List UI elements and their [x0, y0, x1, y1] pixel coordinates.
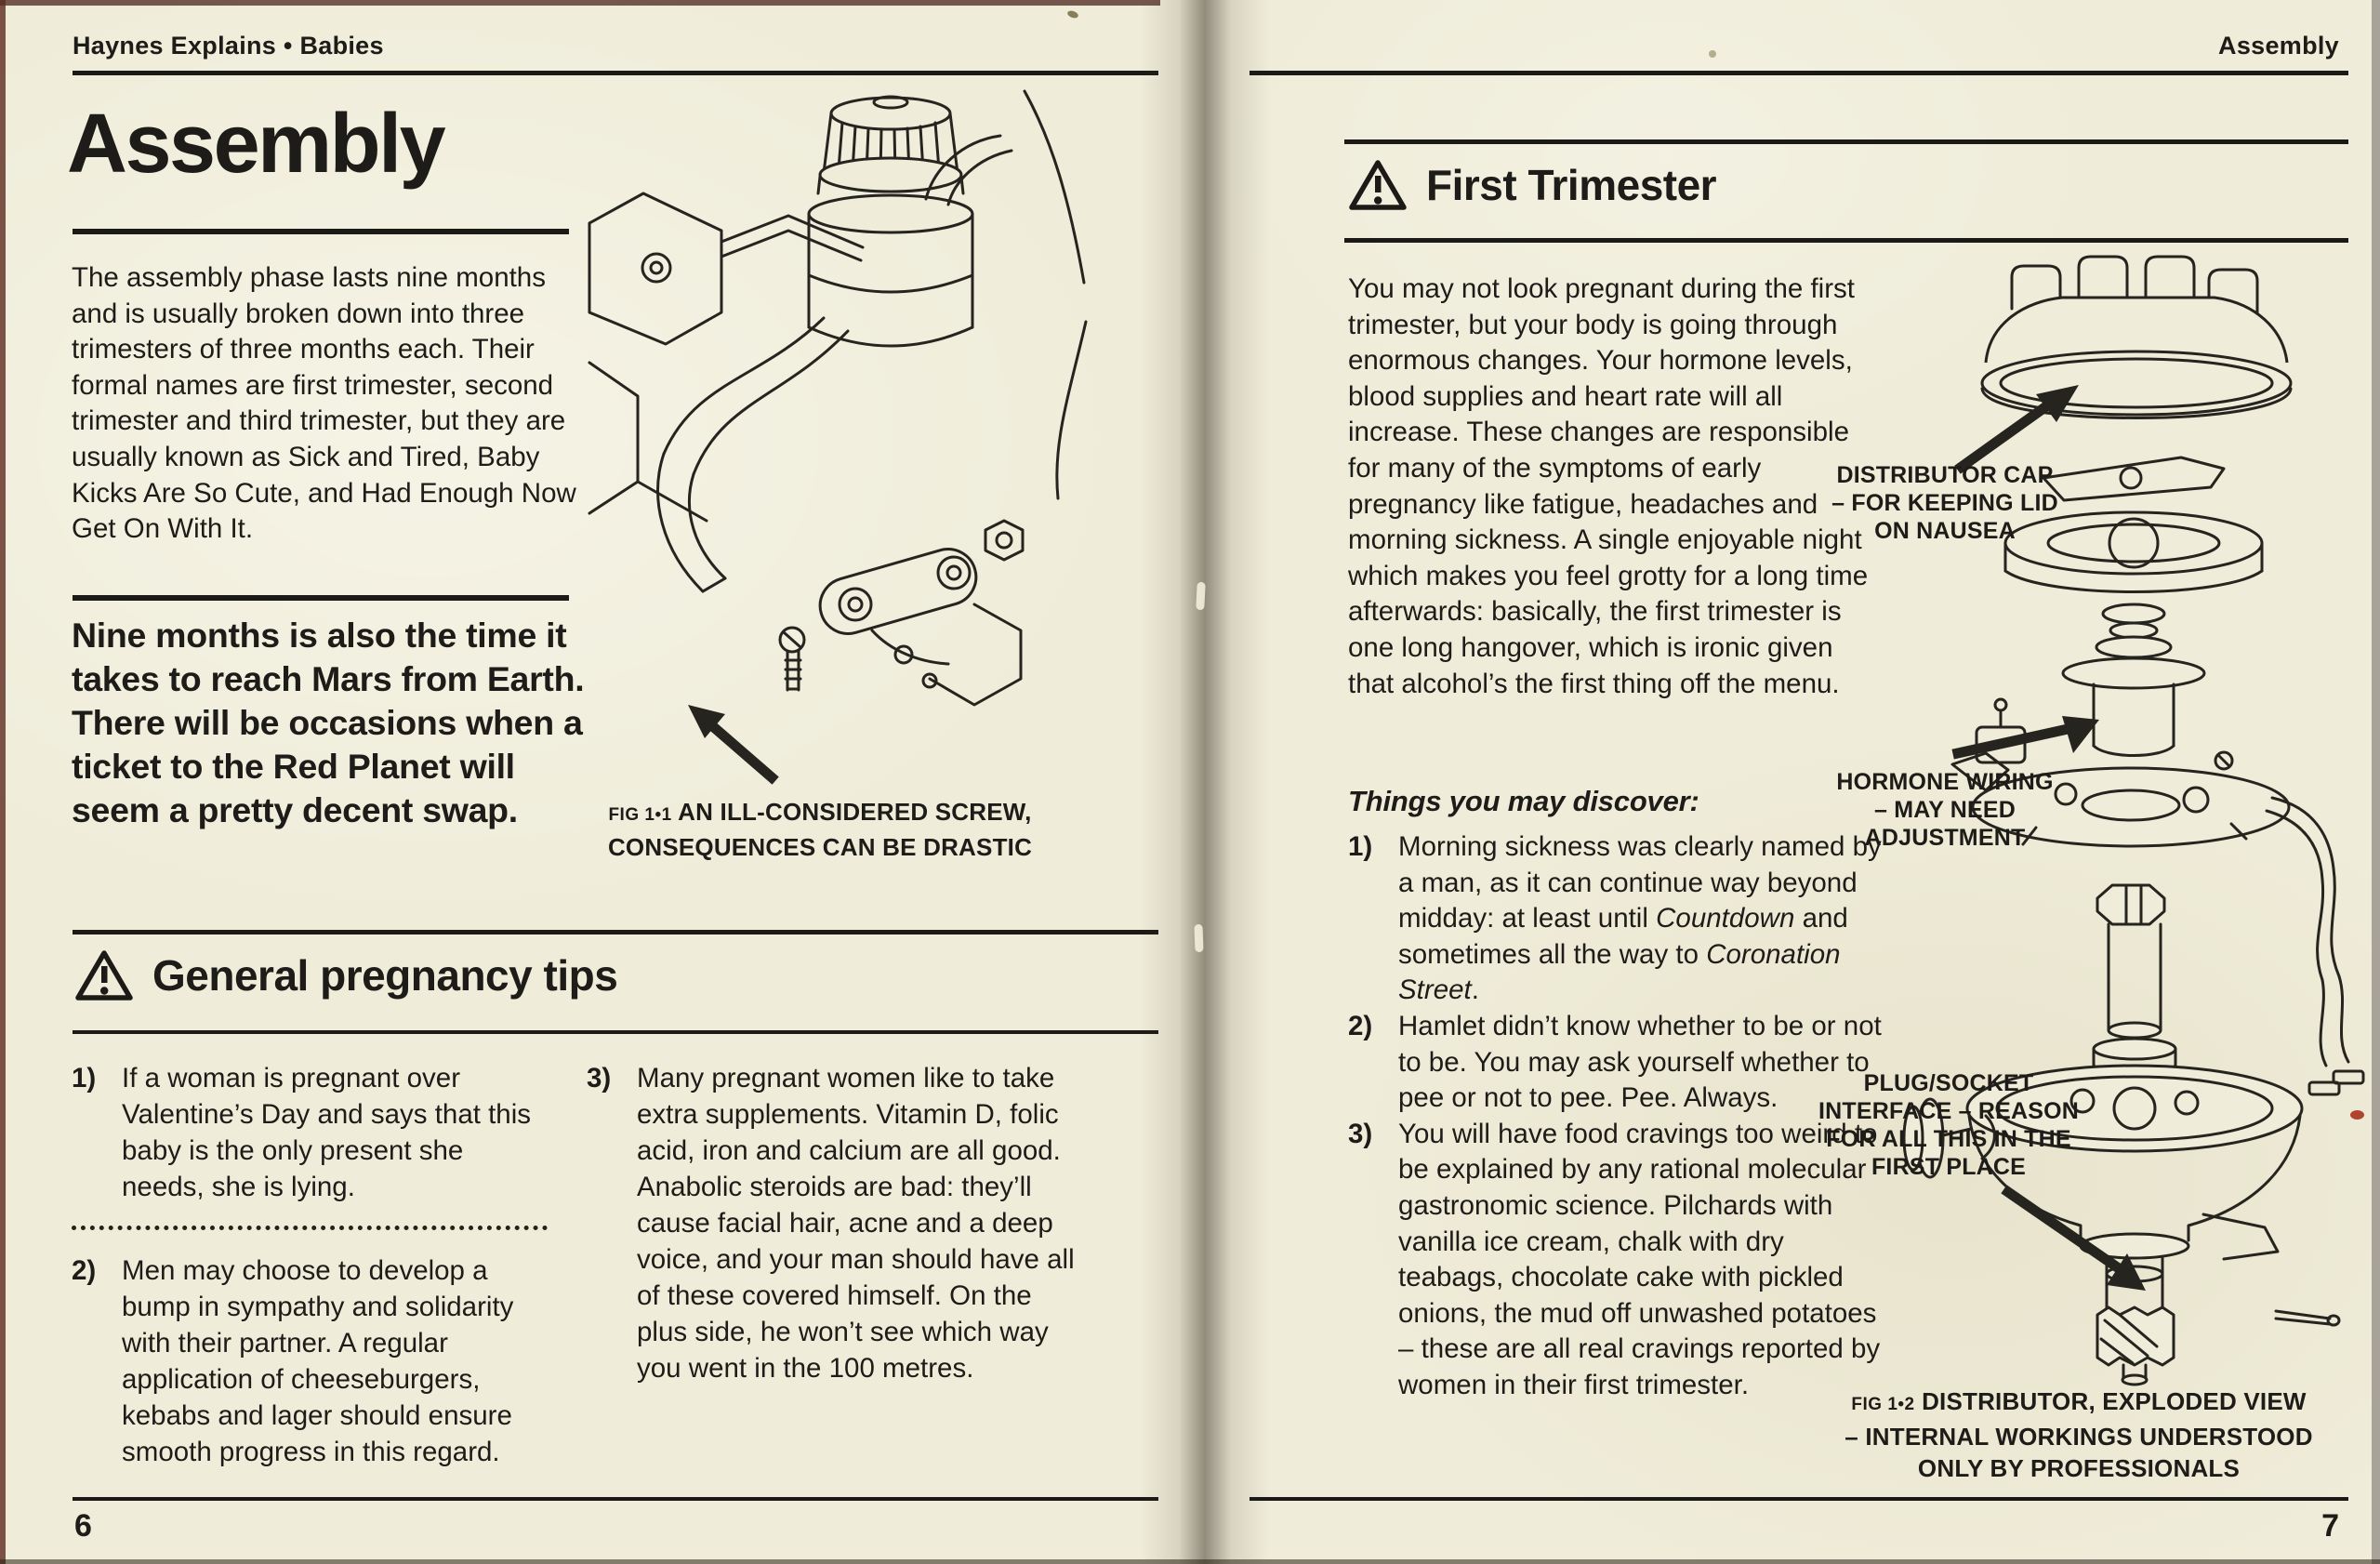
list-item-number: 2): [72, 1255, 97, 1286]
tips-column-2: [587, 1060, 1089, 1386]
footer-rule-right: [1250, 1497, 2348, 1501]
list-item-text: Many pregnant women like to take extra supplements. Vitamin D, folic acid, iron and calcium are all good. Anabolic steroids are bad: they’ll cause facial hair, acne and a deep voice, and your man should have all of these covered himself. On the plus side, he won’t see which way you went in the 100 metres.: [637, 1063, 1075, 1384]
list-item: [1348, 829, 1887, 1009]
list-item-text: Morning sickness was clearly named by a man, as it can continue way beyond midday: at least until Countdown and sometimes all the way to Coronation Street.: [1398, 831, 1882, 1006]
fig2-label: FIG 1•2: [1851, 1395, 1915, 1414]
engine-illustration: [584, 84, 1093, 792]
diagram-label-hormone-wiring: HORMONE WIRING – MAY NEED ADJUSTMENT: [1836, 769, 2054, 851]
list-item: [1348, 1117, 1887, 1404]
spine-stitch: [1196, 582, 1206, 610]
list-item: [587, 1060, 1089, 1386]
section-rule-bottom-right: [1344, 238, 2348, 243]
paper-speck: [1709, 50, 1716, 58]
list-item-text: Men may choose to develop a bump in sympathy and solidarity with their partner. A regular application of cheeseburgers, kebabs and lager should ensure smooth progress in this regard.: [122, 1255, 514, 1467]
fig1-caption-line: AN ILL-CONSIDERED SCREW,: [678, 798, 1032, 826]
discover-heading: Things you may discover:: [1348, 785, 1699, 817]
fig1-caption-line: CONSEQUENCES CAN BE DRASTIC: [607, 833, 1033, 861]
spine-stitch: [1194, 924, 1203, 952]
page-edge-right: [2372, 0, 2380, 1564]
list-item: [72, 1253, 549, 1470]
label2-arrow: [1958, 729, 2068, 753]
section-rule-top-right: [1344, 139, 2348, 144]
page-title: Assembly: [67, 98, 444, 191]
warning-icon: [1348, 158, 1408, 212]
pullquote-rule: [73, 595, 569, 601]
paper-speck: [1066, 9, 1079, 20]
book-spine: [1140, 0, 1270, 1564]
discover-list: [1348, 829, 1887, 1404]
running-header-left: Haynes Explains • Babies: [73, 32, 384, 60]
list-item-number: 1): [1348, 831, 1373, 862]
pullquote: Nine months is also the time it takes to reach Mars from Earth. There will be occasions when a ticket to the Red Planet will seem a pretty decent swap.: [72, 616, 585, 829]
section-title: First Trimester: [1426, 161, 1717, 209]
list-item-text: Hamlet didn’t know whether to be or not to be. You may ask yourself whether to pee or not to pee. Pee. Always.: [1398, 1010, 1882, 1114]
running-header-right: Assembly: [2218, 32, 2339, 60]
section-rule-top: [73, 930, 1158, 934]
section-title: General pregnancy tips: [152, 951, 618, 1000]
page-number-left: 6: [74, 1508, 92, 1544]
fig1-label: FIG 1•1: [608, 805, 672, 825]
fig2-caption-line: ONLY BY PROFESSIONALS: [1917, 1454, 2241, 1482]
section-heading-trimester: [1348, 158, 1716, 212]
paper-speck: [2350, 1110, 2364, 1120]
fig2-caption-line: – INTERNAL WORKINGS UNDERSTOOD: [1844, 1423, 2313, 1451]
page-edge-bottom: [0, 1559, 2380, 1564]
list-item-text: If a woman is pregnant over Valentine’s Day and says that this baby is the only present she needs, she is lying.: [122, 1063, 532, 1202]
dotted-divider: [72, 1226, 548, 1230]
title-rule: [73, 229, 569, 234]
list-item: [72, 1060, 549, 1205]
page-number-right: 7: [2321, 1508, 2339, 1544]
list-item-number: 3): [1348, 1118, 1373, 1149]
fig1-arrow: [716, 729, 772, 777]
list-item-number: 1): [72, 1063, 97, 1093]
figure-caption-2: [1809, 1385, 2348, 1484]
diagram-label-plug-socket: PLUG/SOCKET INTERFACE – REASON FOR ALL THIS IN THE FIRST PLACE: [1818, 1070, 2080, 1180]
figure-caption-1: [589, 796, 1051, 863]
diagram-label-distributor-cap: DISTRIBUTOR CAP – FOR KEEPING LID ON NAUSEA: [1831, 462, 2058, 544]
list-item-number: 2): [1348, 1010, 1373, 1041]
list-item-number: 3): [587, 1063, 612, 1093]
fig2-caption-line: DISTRIBUTOR, EXPLODED VIEW: [1922, 1387, 2307, 1415]
label1-arrow: [1962, 402, 2053, 467]
intro-paragraph: The assembly phase lasts nine months and is usually broken down into three trimesters of three months each. Their formal names are first trimester, second trimester and third trimester, but they are usually known as Sick and Tired, Baby Kicks Are So Cute, and Had Enough Now Get On With It.: [72, 262, 576, 545]
header-rule-right: [1250, 71, 2348, 75]
footer-rule-left: [73, 1497, 1158, 1501]
section-heading-tips: [74, 948, 617, 1002]
list-item-text: You will have food cravings too weird to be explained by any rational molecular gastronomic science. Pilchards with vanilla ice cream, chalk with dry teabags, chocolate cake with pickled onions, the mud off unwashed potatoes – these are all real cravings reported by women in their first trimester.: [1398, 1118, 1881, 1400]
cover-edge-top: [0, 0, 1160, 6]
warning-icon: [74, 948, 134, 1002]
header-rule-left: [73, 71, 1158, 75]
label3-arrow: [2008, 1192, 2116, 1266]
body-paragraph: You may not look pregnant during the first trimester, but your body is going through enormous changes. Your hormone levels, blood supplies and heart rate will all increase. These changes are responsible for many of the symptoms of early pregnancy like fatigue, headaches and morning sickness. A single enjoyable night which makes you feel grotty for a long time afterwards: basically, the first trimester is one long hangover, which is ironic given that alcohol’s the first thing off the menu.: [1348, 273, 1869, 699]
list-item: [1348, 1009, 1887, 1117]
section-rule-bottom: [73, 1030, 1158, 1034]
tips-column-1: [72, 1060, 549, 1470]
cover-edge-left: [0, 0, 6, 1564]
